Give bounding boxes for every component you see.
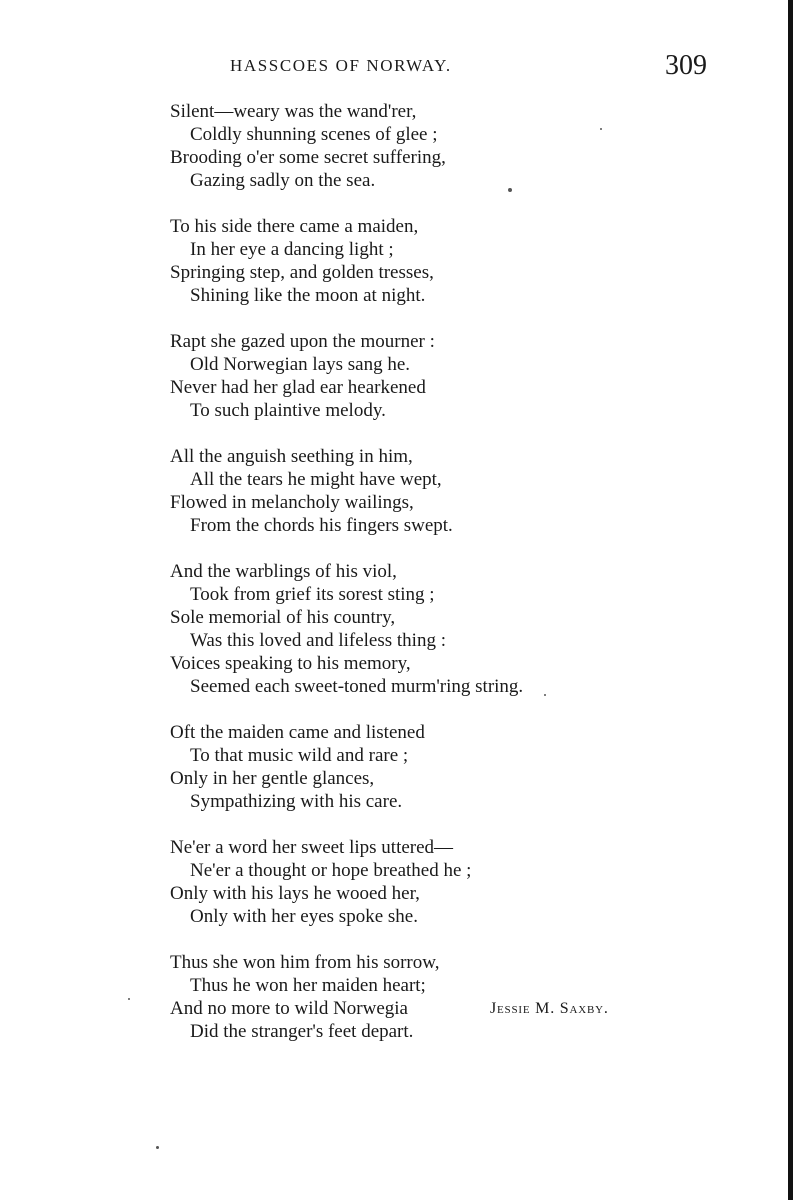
poem-line: Voices speaking to his memory, [170, 653, 411, 674]
stanza-7 [170, 836, 730, 928]
page-number: 309 [665, 50, 707, 81]
poem-line: To such plaintive melody. [190, 400, 386, 421]
print-speck [508, 188, 512, 192]
poem-line: Oft the maiden came and listened [170, 722, 425, 743]
poem-line: To that music wild and rare ; [190, 745, 409, 766]
poem-line: Did the stranger's feet depart. [190, 1021, 414, 1042]
poem-line: Only with her eyes spoke she. [190, 906, 418, 927]
poem-line: In her eye a dancing light ; [190, 239, 394, 260]
poem-line: And no more to wild Norwegia [170, 998, 408, 1019]
print-speck [600, 128, 602, 130]
running-head: HASSCOES OF NORWAY. [230, 56, 452, 75]
poem-line: Ne'er a thought or hope breathed he ; [190, 860, 472, 881]
print-speck [156, 1146, 159, 1149]
poem-line: Only in her gentle glances, [170, 768, 375, 789]
poem-line: Sympathizing with his care. [190, 791, 403, 812]
poem-line: From the chords his fingers swept. [190, 515, 453, 536]
poem-line: Only with his lays he wooed her, [170, 883, 420, 904]
poem-line: All the anguish seething in him, [170, 446, 413, 467]
poem-line: Brooding o'er some secret suffering, [170, 147, 446, 168]
poem-line: Old Norwegian lays sang he. [190, 354, 411, 375]
author-signature: Jessie M. Saxby. [490, 1000, 609, 1017]
poem-line: Took from grief its sorest sting ; [190, 584, 435, 605]
page-edge-shadow [788, 0, 793, 1200]
stanza-3 [170, 330, 730, 422]
poem-line: Thus she won him from his sorrow, [170, 952, 440, 973]
print-speck [544, 694, 546, 696]
poem-line: Sole memorial of his country, [170, 607, 396, 628]
poem-line: Flowed in melancholy wailings, [170, 492, 414, 513]
stanza-8 [170, 951, 730, 1043]
poem-line: Ne'er a word her sweet lips uttered— [170, 837, 454, 858]
poem-line: Thus he won her maiden heart; [190, 975, 426, 996]
print-speck [128, 998, 130, 1000]
poem-line: Gazing sadly on the sea. [190, 170, 376, 191]
poem-line: Springing step, and golden tresses, [170, 262, 434, 283]
poem-line: Silent—weary was the wand'rer, [170, 101, 417, 122]
poem-line: Seemed each sweet-toned murm'ring string. [190, 676, 524, 697]
stanza-4 [170, 445, 730, 537]
poem-line: All the tears he might have wept, [190, 469, 442, 490]
poem [170, 100, 730, 1066]
stanza-5 [170, 560, 730, 698]
stanza-6 [170, 721, 730, 813]
poem-line: Was this loved and lifeless thing : [190, 630, 446, 651]
poem-line: Rapt she gazed upon the mourner : [170, 331, 435, 352]
poem-line: Never had her glad ear hearkened [170, 377, 426, 398]
stanza-1 [170, 100, 730, 192]
poem-line: Shining like the moon at night. [190, 285, 426, 306]
poem-line: And the warblings of his viol, [170, 561, 397, 582]
stanza-2 [170, 215, 730, 307]
poem-line: To his side there came a maiden, [170, 216, 419, 237]
poem-line: Coldly shunning scenes of glee ; [190, 124, 438, 145]
